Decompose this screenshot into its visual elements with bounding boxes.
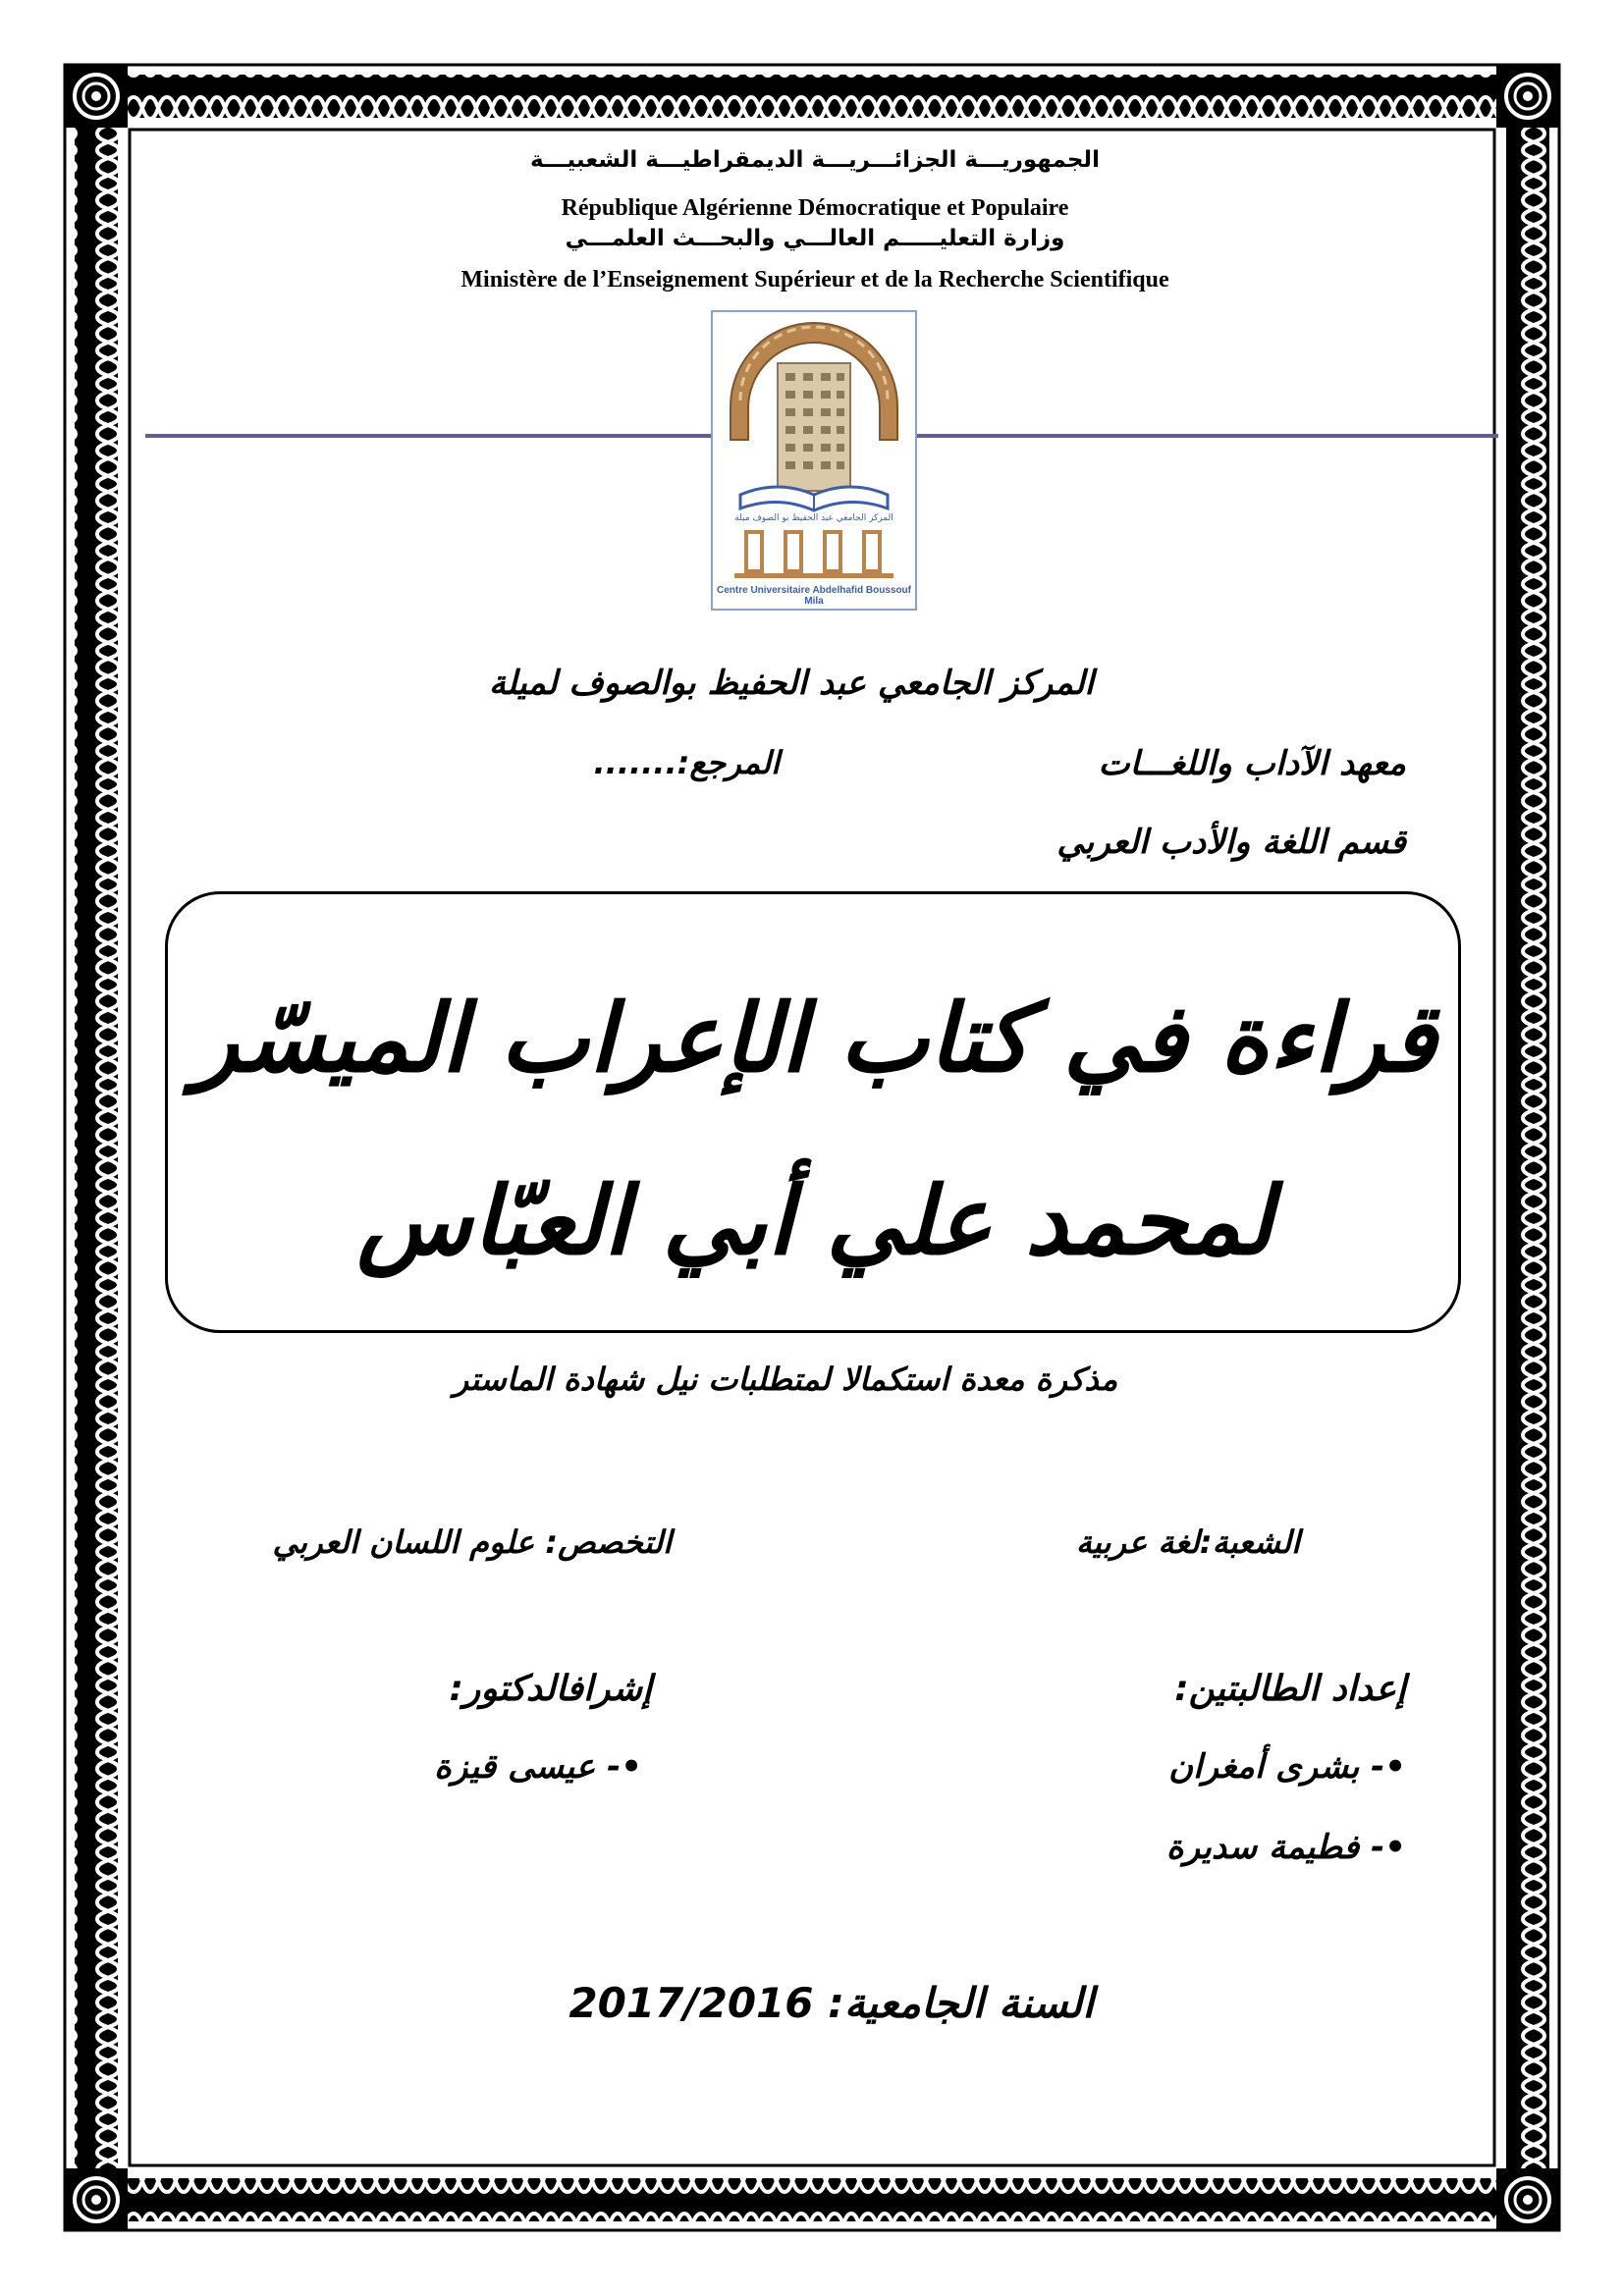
thesis-purpose: مذكرة معدة استكمالا لمتطلبات نيل شهادة الماستر <box>453 1361 1118 1398</box>
students-heading: إعداد الطالبتين: <box>1174 1669 1406 1709</box>
logo-artwork <box>713 312 915 609</box>
republic-name-arabic: الجمهوريـــة الجزائـــريـــة الديمقراطيـــة الشعبيـــة <box>530 147 1100 173</box>
logo-caption: Centre Universitaire Abdelhafid Boussouf Mila <box>717 585 911 607</box>
republic-name-french: République Algérienne Démocratique et Populaire <box>561 195 1069 221</box>
university-logo <box>711 310 917 611</box>
student-name-2: •- فطيمة سديرة <box>1165 1828 1406 1867</box>
thesis-title-line-2: لمحمد علي أبي العبّاس <box>356 1166 1273 1276</box>
branch-label: الشعبة:لغة عربية <box>1075 1523 1300 1561</box>
academic-year: السنة الجامعية: 2017/2016 <box>568 1979 1094 2027</box>
header-divider-right <box>913 434 1498 438</box>
student-name-1: •- بشرى أمغران <box>1168 1747 1406 1787</box>
reference-field: المرجع:....... <box>593 744 780 781</box>
header-divider-left <box>145 434 711 438</box>
specialty-label: التخصص: علوم اللسان العربي <box>272 1523 672 1561</box>
ministry-name-arabic: وزارة التعليـــــم العالـــي والبحـــث العلمـــي <box>565 226 1065 251</box>
supervisor-heading: إشرافالدكتور: <box>449 1669 652 1709</box>
ministry-name-french: Ministère de l’Enseignement Supérieur et de la Recherche Scientifique <box>460 267 1169 293</box>
department-name: قسم اللغة والأدب العربي <box>1056 823 1406 862</box>
institute-name: معهد الآداب واللغـــات <box>1098 744 1406 783</box>
logo-arabic-label: المركز الجامعي عبد الحفيظ بو الصوف ميلة <box>734 513 893 523</box>
thesis-title-line-1: قراءة في كتاب الإعراب الميسّر <box>192 984 1437 1094</box>
university-center-name: المركز الجامعي عبد الحفيظ بوالصوف لميلة <box>488 664 1094 703</box>
supervisor-name: •- عيسى قيزة <box>434 1747 642 1787</box>
